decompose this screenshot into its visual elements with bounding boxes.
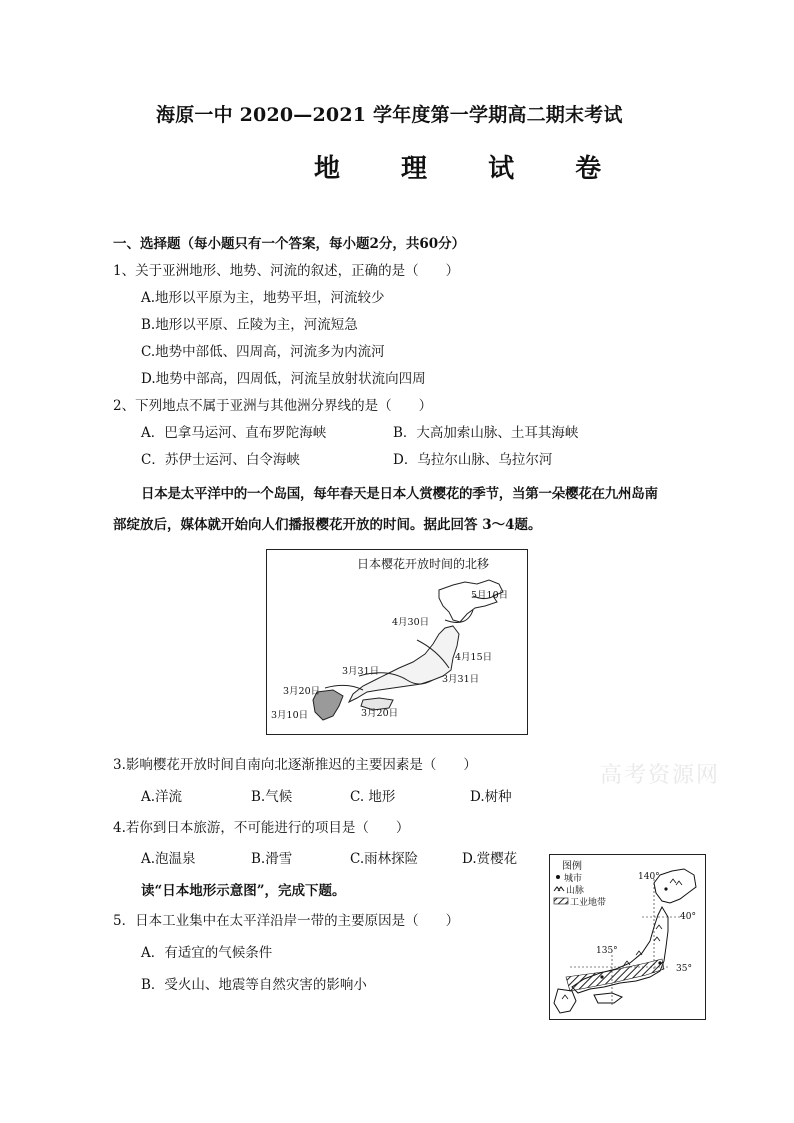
industrial-belt bbox=[566, 959, 664, 991]
question-2-option-d: D．乌拉尔山脉、乌拉尔河 bbox=[393, 452, 553, 468]
city-icon bbox=[600, 975, 603, 978]
mountain-symbol bbox=[670, 879, 682, 885]
question-4-option-b: B.滑雪 bbox=[251, 851, 293, 867]
passage-1-line-2: 部绽放后，媒体就开始向人们播报樱花开放的时间。据此回答 3～4题。 bbox=[113, 517, 542, 533]
question-2-option-b: B．大高加索山脉、土耳其海峡 bbox=[393, 425, 579, 441]
legend-title: 图例 bbox=[562, 861, 582, 872]
question-1-stem: 1、关于亚洲地形、地势、河流的叙述，正确的是（ ） bbox=[113, 263, 460, 279]
passage-2: 读“日本地形示意图”，完成下题。 bbox=[141, 883, 346, 899]
question-1-option-d: D.地势中部高，四周低，河流呈放射状流向四周 bbox=[141, 371, 426, 387]
hokkaido-island bbox=[654, 869, 696, 903]
question-5-option-b: B．受火山、地震等自然灾害的影响小 bbox=[141, 977, 367, 993]
mountain-symbol bbox=[624, 951, 642, 965]
figure-1-label-may10: 5月10日 bbox=[471, 590, 509, 601]
question-3-option-d: D.树种 bbox=[470, 789, 512, 805]
city-icon bbox=[664, 887, 667, 890]
question-2-option-a: A．巴拿马运河、直布罗陀海峡 bbox=[141, 425, 327, 441]
figure-1-label-mar31-a: 3月31日 bbox=[342, 666, 380, 677]
question-2-stem: 2、下列地点不属于亚洲与其他洲分界线的是（ ） bbox=[113, 398, 433, 414]
figure-1-label-mar10: 3月10日 bbox=[271, 710, 309, 721]
question-3-option-b: B.气候 bbox=[251, 789, 293, 805]
shikoku-island bbox=[594, 993, 622, 1003]
question-1-option-c: C.地势中部低、四周高，河流多为内流河 bbox=[141, 344, 385, 360]
section-heading: 一、选择题（每小题只有一个答案，每小题2分，共60分） bbox=[113, 236, 466, 252]
legend-mountain: 山脉 bbox=[566, 886, 585, 896]
question-3-stem: 3.影响樱花开放时间自南向北逐渐推迟的主要因素是（ ） bbox=[113, 757, 477, 773]
question-4-option-a: A.泡温泉 bbox=[141, 851, 196, 867]
mountain-symbol bbox=[654, 925, 662, 941]
kyushu-island bbox=[554, 989, 576, 1013]
japan-terrain-map-figure bbox=[549, 854, 706, 1020]
question-2-option-c: C．苏伊士运河、白令海峡 bbox=[141, 452, 300, 468]
cherry-blossom-map-figure bbox=[266, 549, 528, 735]
question-4-stem: 4.若你到日本旅游，不可能进行的项目是（ ） bbox=[113, 820, 410, 836]
question-4-option-c: C.雨林探险 bbox=[350, 851, 419, 867]
passage-1-line-1: 日本是太平洋中的一个岛国，每年春天是日本人赏樱花的季节，当第一朵樱花在九州岛南 bbox=[141, 486, 658, 502]
lat-35-label: 35° bbox=[676, 964, 692, 974]
lat-40-label: 40° bbox=[680, 912, 696, 922]
isochrone-line bbox=[325, 685, 363, 690]
question-1-option-a: A.地形以平原为主，地势平坦，河流较少 bbox=[141, 290, 385, 306]
mountain-icon bbox=[554, 887, 564, 891]
lon-135-label: 135° bbox=[596, 946, 618, 956]
city-icon bbox=[556, 875, 560, 879]
hokkaido-island bbox=[439, 580, 503, 622]
figure-1-label-mar20-b: 3月20日 bbox=[361, 708, 399, 719]
mountain-symbol bbox=[562, 995, 568, 999]
legend-industry: 工业地带 bbox=[570, 898, 607, 908]
legend-city: 城市 bbox=[564, 874, 583, 884]
figure-1-label-mar20-a: 3月20日 bbox=[283, 686, 321, 697]
honshu-island bbox=[349, 626, 459, 702]
cherry-blossom-map bbox=[267, 550, 526, 733]
figure-1-label-apr30: 4月30日 bbox=[392, 617, 430, 628]
subject-title: 地 理 试 卷 bbox=[314, 154, 628, 184]
question-3-option-a: A.洋流 bbox=[141, 789, 183, 805]
city-icon bbox=[658, 961, 661, 964]
question-4-option-d: D.赏樱花 bbox=[462, 851, 518, 867]
industry-belt-icon bbox=[554, 898, 568, 904]
exam-title: 海原一中 2020—2021 学年度第一学期高二期末考试 bbox=[156, 104, 623, 126]
question-1-option-b: B.地形以平原、丘陵为主，河流短急 bbox=[141, 317, 358, 333]
watermark: 高考资源网 bbox=[600, 763, 721, 788]
lon-140-label: 140° bbox=[638, 872, 660, 882]
figure-1-title: 日本樱花开放时间的北移 bbox=[357, 557, 490, 571]
figure-1-label-apr15: 4月15日 bbox=[455, 652, 493, 663]
figure-1-label-mar31-b: 3月31日 bbox=[442, 674, 480, 685]
question-5-stem: 5．日本工业集中在太平洋沿岸一带的主要原因是（ ） bbox=[113, 913, 460, 929]
question-5-option-a: A．有适宜的气候条件 bbox=[141, 945, 273, 961]
question-3-option-c: C. 地形 bbox=[350, 789, 396, 805]
japan-terrain-map bbox=[550, 855, 704, 1018]
